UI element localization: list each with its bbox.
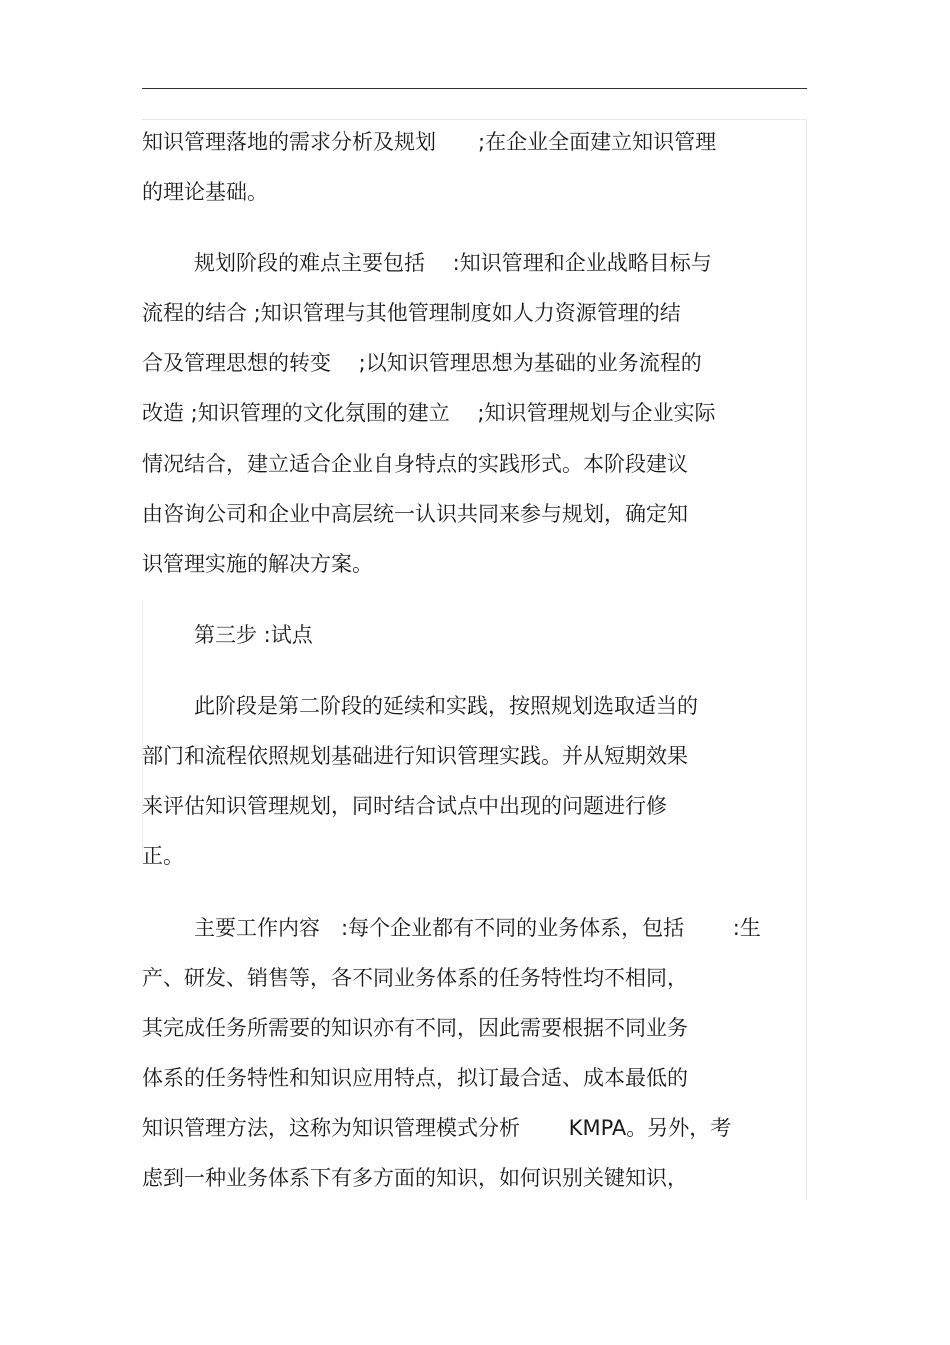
text-line: 此阶段是第二阶段的延续和实践，按照规划选取适当的: [194, 694, 698, 718]
text-line: 部门和流程依照规划基础进行知识管理实践。并从短期效果: [142, 744, 688, 768]
text-line: 正。: [142, 844, 184, 868]
text-line: 体系的任务特性和知识应用特点，拟订最合适、成本最低的: [142, 1066, 688, 1090]
text-line: 知识管理落地的需求分析及规划 ;在企业全面建立知识管理: [142, 130, 717, 154]
text-line: 改造 ;知识管理的文化氛围的建立 ;知识管理规划与企业实际: [142, 401, 716, 425]
text-line: 规划阶段的难点主要包括 :知识管理和企业战略目标与: [194, 251, 712, 275]
section-heading: 第三步 :试点: [194, 623, 313, 647]
text-line: 的理论基础。: [142, 180, 268, 204]
text-line: 情况结合，建立适合企业自身特点的实践形式。本阶段建议: [142, 452, 688, 476]
text-line: 由咨询公司和企业中高层统一认识共同来参与规划，确定知: [142, 502, 688, 526]
text-line: 知识管理方法，这称为知识管理模式分析 KMPA。另外，考: [142, 1116, 732, 1140]
text-line: 合及管理思想的转变 ;以知识管理思想为基础的业务流程的: [142, 351, 702, 375]
text-line: 产、研发、销售等，各不同业务体系的任务特性均不相同，: [142, 966, 688, 990]
text-line: 虑到一种业务体系下有多方面的知识，如何识别关键知识，: [142, 1166, 688, 1190]
text-line: 其完成任务所需要的知识亦有不同，因此需要根据不同业务: [142, 1016, 688, 1040]
text-line: 识管理实施的解决方案。: [142, 552, 373, 576]
text-frame-right: [806, 119, 807, 1200]
header-rule: [142, 88, 807, 89]
text-line: 流程的结合 ;知识管理与其他管理制度如人力资源管理的结: [142, 301, 681, 325]
text-frame-top: [142, 119, 807, 120]
text-line: 主要工作内容 :每个企业都有不同的业务体系，包括 :生: [194, 916, 761, 940]
text-line: 来评估知识管理规划，同时结合试点中出现的问题进行修: [142, 794, 667, 818]
